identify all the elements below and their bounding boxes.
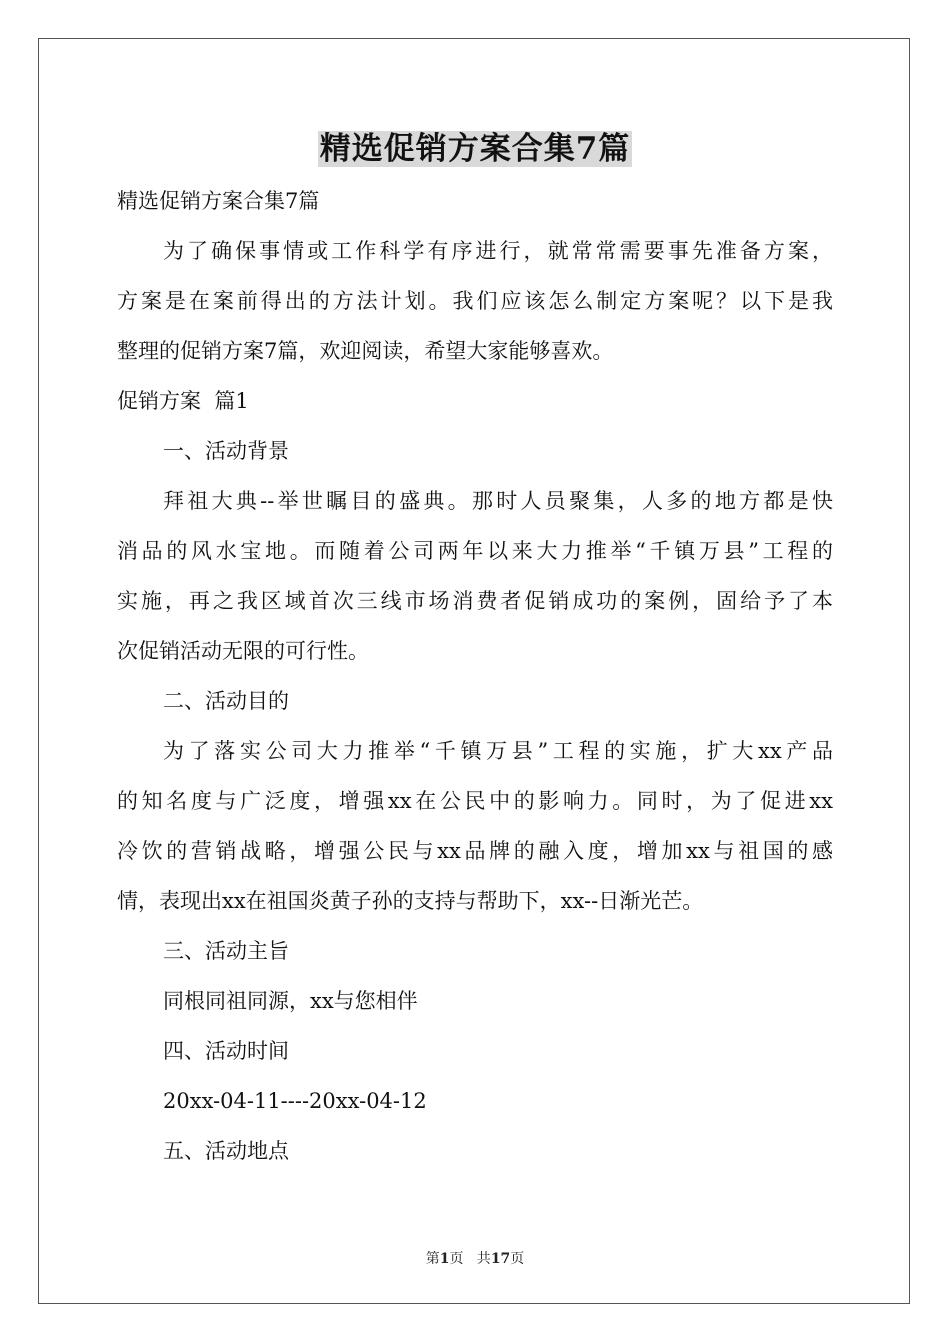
section-heading: 促销方案 篇1	[117, 389, 249, 413]
footer-total-pages: 17	[490, 1251, 511, 1267]
background-line: 拜祖大典--举世瞩目的盛典。那时人员聚集，人多的地方都是快	[163, 489, 833, 513]
document-subtitle: 精选促销方案合集7篇	[117, 189, 320, 213]
sub-heading-background: 一、活动背景	[163, 439, 289, 463]
footer-suffix: 页	[510, 1251, 525, 1267]
purpose-line: 为了落实公司大力推举“千镇万县”工程的实施，扩大xx产品	[163, 739, 833, 763]
background-line: 次促销活动无限的可行性。	[117, 639, 369, 663]
intro-line: 整理的促销方案7篇，欢迎阅读，希望大家能够喜欢。	[117, 339, 614, 363]
intro-line: 为了确保事情或工作科学有序进行，就常常需要事先准备方案，	[163, 239, 833, 263]
sub-heading-location: 五、活动地点	[163, 1139, 289, 1163]
document-title-text: 精选促销方案合集7篇	[319, 131, 631, 167]
footer-current-page: 1	[439, 1251, 450, 1267]
purpose-paragraph-continued	[117, 776, 833, 926]
background-paragraph	[117, 476, 833, 526]
footer-prefix: 第	[425, 1251, 440, 1267]
document-body	[117, 176, 833, 1176]
purpose-line: 冷饮的营销战略，增强公民与xx品牌的融入度，增加xx与祖国的感	[117, 839, 833, 863]
purpose-line: 的知名度与广泛度，增强xx在公民中的影响力。同时，为了促进xx	[117, 789, 833, 813]
intro-line: 方案是在案前得出的方法计划。我们应该怎么制定方案呢？以下是我	[117, 289, 833, 313]
background-line: 消品的风水宝地。而随着公司两年以来大力推举“千镇万县”工程的	[117, 539, 833, 563]
theme-text: 同根同祖同源，xx与您相伴	[163, 989, 418, 1013]
document-title	[0, 126, 950, 172]
time-text: 20xx-04-11----20xx-04-12	[163, 1089, 427, 1113]
purpose-line: 情，表现出xx在祖国炎黄子孙的支持与帮助下，xx--日渐光芒。	[117, 889, 704, 913]
intro-paragraph-continued	[117, 276, 833, 376]
background-line: 实施，再之我区域首次三线市场消费者促销成功的案例，固给予了本	[117, 589, 833, 613]
intro-paragraph	[117, 226, 833, 276]
sub-heading-time: 四、活动时间	[163, 1039, 289, 1063]
sub-heading-purpose: 二、活动目的	[163, 689, 289, 713]
purpose-paragraph	[117, 726, 833, 776]
sub-heading-theme: 三、活动主旨	[163, 939, 289, 963]
page-footer	[0, 1250, 950, 1268]
background-paragraph-continued	[117, 526, 833, 676]
footer-mid: 页 共	[449, 1251, 491, 1267]
